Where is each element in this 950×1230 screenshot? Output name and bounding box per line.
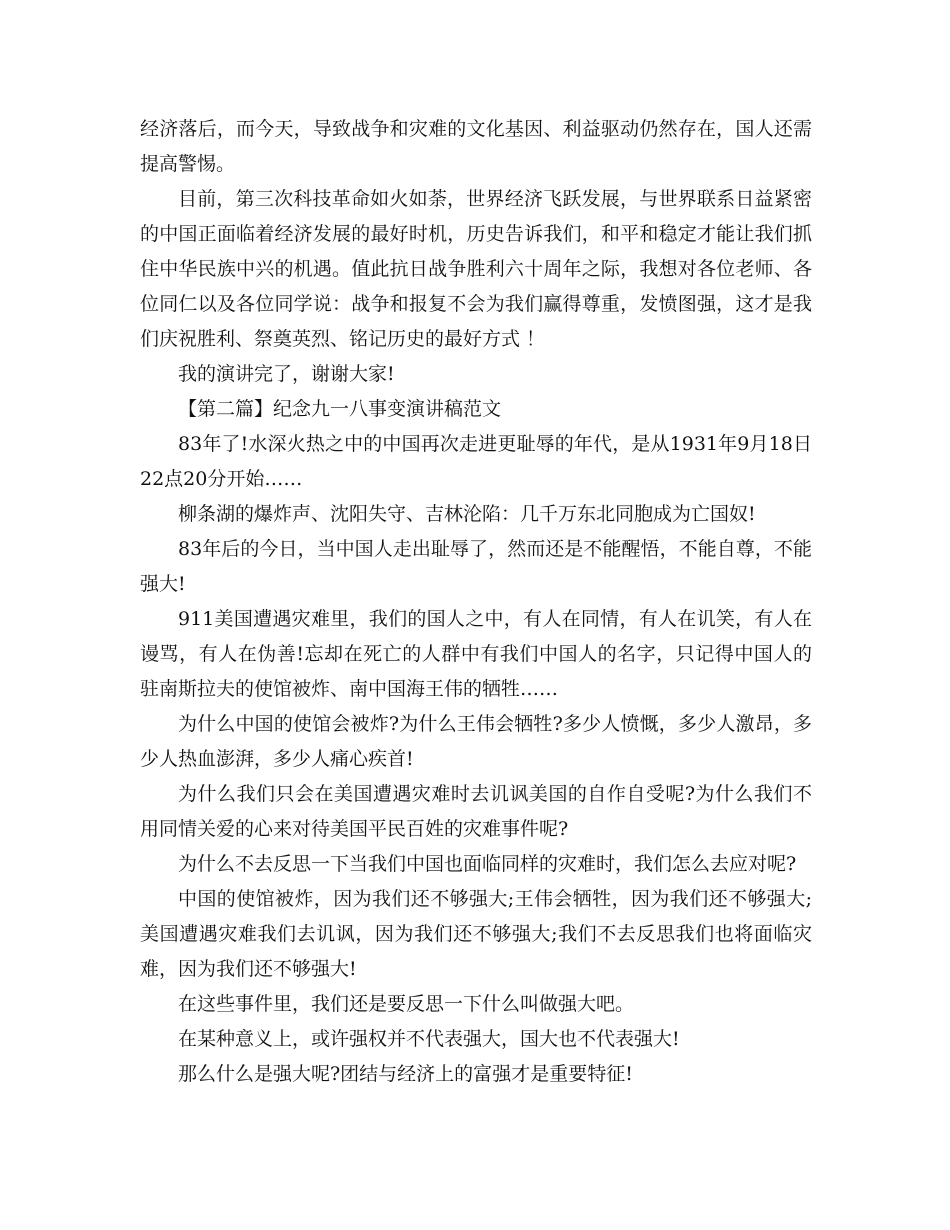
paragraph-15: 那么什么是强大呢?团结与经济上的富强才是重要特征! bbox=[178, 1063, 633, 1085]
document-body bbox=[140, 112, 812, 1092]
paragraph-1: 经济落后，而今天，导致战争和灾难的文化基因、利益驱动仍然存在，国人还需提高警惕。 bbox=[140, 118, 812, 175]
paragraph-11: 为什么不去反思一下当我们中国也面临同样的灾难时，我们怎么去应对呢? bbox=[178, 853, 797, 875]
paragraph-14: 在某种意义上，或许强权并不代表强大，国大也不代表强大! bbox=[178, 1028, 680, 1050]
paragraph-10: 为什么我们只会在美国遭遇灾难时去讥讽美国的自作自受呢?为什么我们不用同情关爱的心来对待美国平民百姓的灾难事件呢? bbox=[140, 783, 812, 840]
paragraph-13: 在这些事件里，我们还是要反思一下什么叫做强大吧。 bbox=[178, 993, 635, 1015]
paragraph-2: 目前，第三次科技革命如火如荼，世界经济飞跃发展，与世界联系日益紧密的中国正面临着经济发展的最好时机，历史告诉我们，和平和稳定才能让我们抓住中华民族中兴的机遇。值此抗日战争胜利六十周年之际，我想对各位老师、各位同仁以及各位同学说：战争和报复不会为我们赢得尊重，发愤图强，这才是我们庆祝胜利、祭奠英烈、铭记历史的最好方式 ！ bbox=[140, 188, 812, 350]
paragraph-8: 911美国遭遇灾难里，我们的国人之中，有人在同情，有人在讥笑，有人在谩骂，有人在伪善!忘却在死亡的人群中有我们中国人的名字，只记得中国人的驻南斯拉夫的使馆被炸、南中国海王伟的牺牲…… bbox=[140, 608, 812, 700]
section-heading: 【第二篇】纪念九一八事变演讲稿范文 bbox=[178, 398, 502, 420]
paragraph-9: 为什么中国的使馆会被炸?为什么王伟会牺牲?多少人愤慨，多少人激昂，多少人热血澎湃，多少人痛心疾首! bbox=[140, 713, 812, 770]
paragraph-3: 我的演讲完了，谢谢大家! bbox=[178, 363, 395, 385]
paragraph-6: 柳条湖的爆炸声、沈阳失守、吉林沦陷：几千万东北同胞成为亡国奴! bbox=[178, 503, 756, 525]
paragraph-7: 83年后的今日，当中国人走出耻辱了，然而还是不能醒悟，不能自尊，不能强大! bbox=[140, 538, 812, 595]
paragraph-5: 83年了!水深火热之中的中国再次走进更耻辱的年代，是从1931年9月18日22点20分开始…… bbox=[140, 433, 812, 490]
paragraph-12: 中国的使馆被炸，因为我们还不够强大;王伟会牺牲，因为我们还不够强大;美国遭遇灾难我们去讥讽，因为我们还不够强大;我们不去反思我们也将面临灾难，因为我们还不够强大! bbox=[140, 888, 812, 980]
